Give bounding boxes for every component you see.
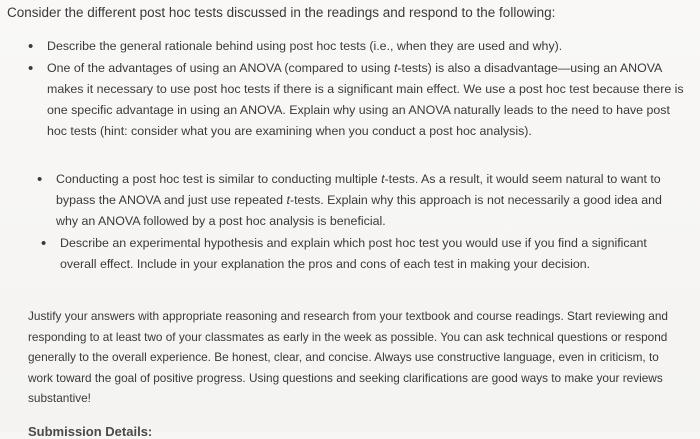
question-text: Describe an experimental hypothesis and explain which post hoc test you would use if you find a significant overall effect. Include in your explanation the pros and cons of each test in making your decision. — [60, 236, 647, 271]
question-text: Conducting a post hoc test is similar to conducting multiple t-tests. As a result, it would seem natural to want to bypass the ANOVA and just use repeated t-tests. Explain why this approach is not necessarily a good idea and why an ANOVA followed by a post hoc analysis is beneficial. — [56, 172, 662, 228]
question-text: Describe the general rationale behind using post hoc tests (i.e., when they are used and why). — [47, 39, 563, 53]
list-item — [41, 233, 680, 275]
intro-text: Consider the different post hoc tests discussed in the readings and respond to the following: — [7, 5, 556, 20]
bullet-icon: • — [28, 60, 34, 77]
list-item — [28, 58, 684, 142]
list-item — [37, 169, 681, 232]
closing-paragraph: Justify your answers with appropriate reasoning and research from your textbook and course readings. Start reviewing and responding to at least two of your classmates as early in the week as possible. You can ask technical questions or respond generally to the overall experience. Be honest, clear, and concise. Always use constructive language, even in criticism, to work toward the goal of positive progress. Using questions and seeking clarifications are good ways to make your reviews substantive! — [28, 309, 668, 406]
bullet-icon: • — [28, 38, 34, 55]
cutoff-heading: Submission Details: — [28, 424, 153, 439]
list-item — [28, 36, 687, 57]
question-text: One of the advantages of using an ANOVA (compared to using t-tests) is also a disadvantage—using an ANOVA makes it necessary to use post hoc tests if there is a significant main effect. We use a post hoc test because there is one specific advantage in using an ANOVA. Explain why using an ANOVA naturally leads to the need to have post hoc tests (hint: consider what you are examining when you conduct a post hoc analysis). — [47, 61, 684, 138]
bullet-icon: • — [37, 171, 43, 188]
bullet-icon: • — [41, 235, 47, 252]
